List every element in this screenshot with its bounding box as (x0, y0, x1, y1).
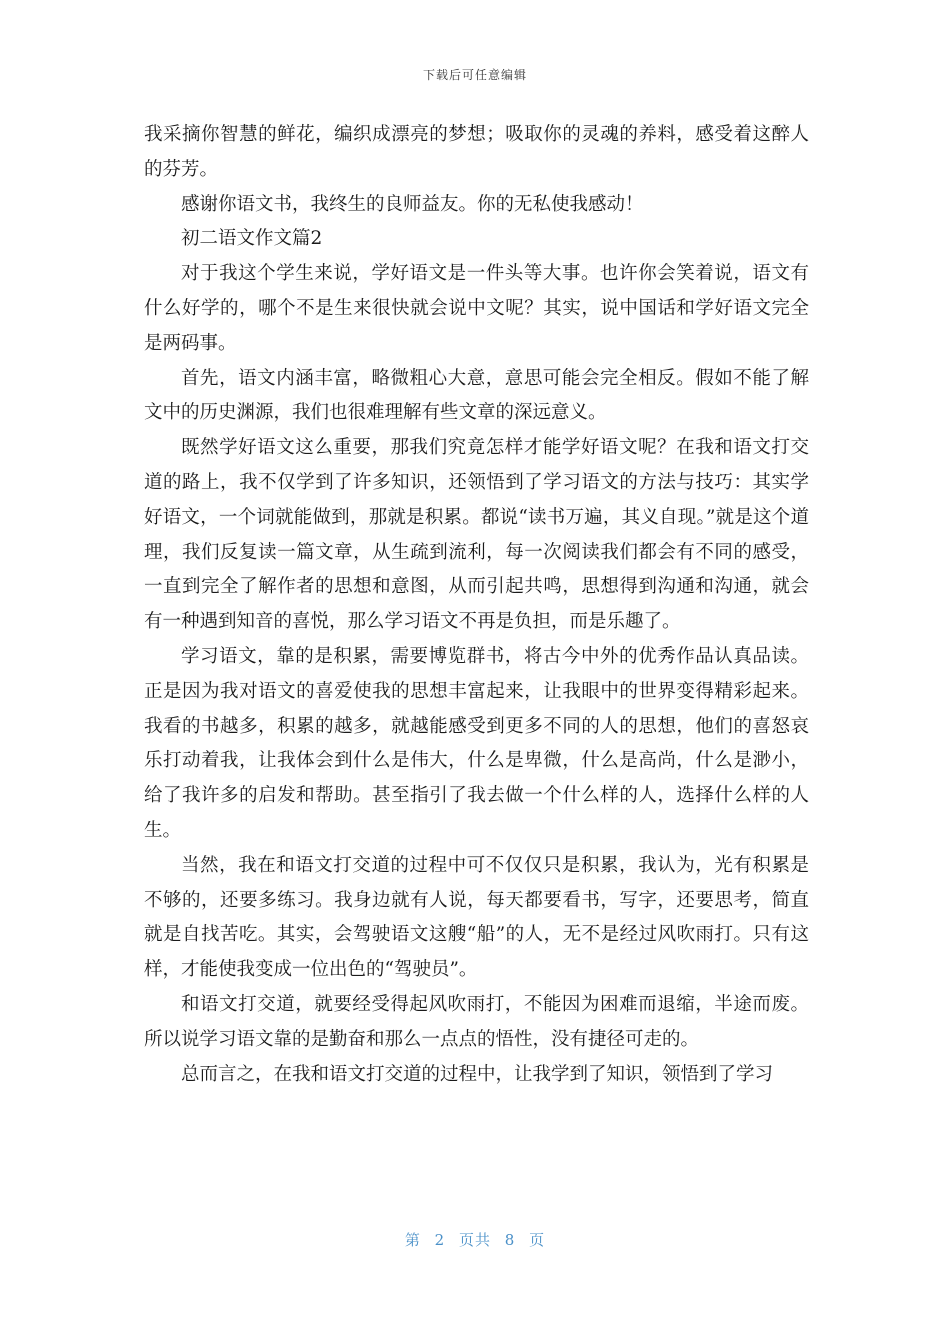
paragraph: 我采摘你智慧的鲜花，编织成漂亮的梦想；吸取你的灵魂的养料，感受着这醉人的芬芳。 (144, 124, 809, 180)
paragraph: 当然，我在和语文打交道的过程中可不仅仅只是积累，我认为，光有积累是不够的，还要多练习。我身边就有人说，每天都要看书，写字，还要思考，简直就是自找苦吃。其实，会驾驶语文这艘“船”的人，无不是经过风吹雨打。只有这样，才能使我变成一位出色的“驾驶员”。 (144, 854, 809, 981)
paragraph: 首先，语文内涵丰富，略微粗心大意，意思可能会完全相反。假如不能了解文中的历史渊源，我们也很难理解有些文章的深远意义。 (144, 367, 809, 424)
paragraph: 和语文打交道，就要经受得起风吹雨打，不能因为困难而退缩，半途而废。所以说学习语文靠的是勤奋和那么一点点的悟性，没有捷径可走的。 (144, 993, 809, 1050)
paragraph: 感谢你语文书，我终生的良师益友。你的无私使我感动！ (181, 193, 644, 215)
paragraph: 对于我这个学生来说，学好语文是一件头等大事。也许你会笑着说，语文有什么好学的，哪个不是生来很快就会说中文呢？其实，说中国话和学好语文完全是两码事。 (144, 263, 809, 354)
document-body (144, 118, 809, 1092)
section-title: 初二语文作文篇2 (181, 228, 323, 250)
paragraph: 学习语文，靠的是积累，需要博览群书，将古今中外的优秀作品认真品读。正是因为我对语文的喜爱使我的思想丰富起来，让我眼中的世界变得精彩起来。我看的书越多，积累的越多，就越能感受到更多不同的人的思想，他们的喜怒哀乐打动着我，让我体会到什么是伟大，什么是卑微，什么是高尚，什么是渺小，给了我许多的启发和帮助。甚至指引了我去做一个什么样的人，选择什么样的人生。 (144, 645, 809, 841)
paragraph: 总而言之，在我和语文打交道的过程中，让我学到了知识，领悟到了学习 (181, 1063, 774, 1085)
page-header: 下载后可任意编辑 (422, 68, 527, 82)
paragraph: 既然学好语文这么重要，那我们究竟怎样才能学好语文呢？在我和语文打交道的路上，我不仅学到了许多知识，还领悟到了学习语文的方法与技巧：其实学好语文，一个词就能做到，那就是积累。都说“读书万遍，其义自现。”就是这个道理，我们反复读一篇文章，从生疏到流利，每一次阅读我们都会有不同的感受，一直到完全了解作者的思想和意图，从而引起共鸣，思想得到沟通和沟通，就会有一种遇到知音的喜悦，那么学习语文不再是负担，而是乐趣了。 (144, 437, 809, 633)
page-footer: 第 2 页共 8 页 (404, 1231, 546, 1249)
